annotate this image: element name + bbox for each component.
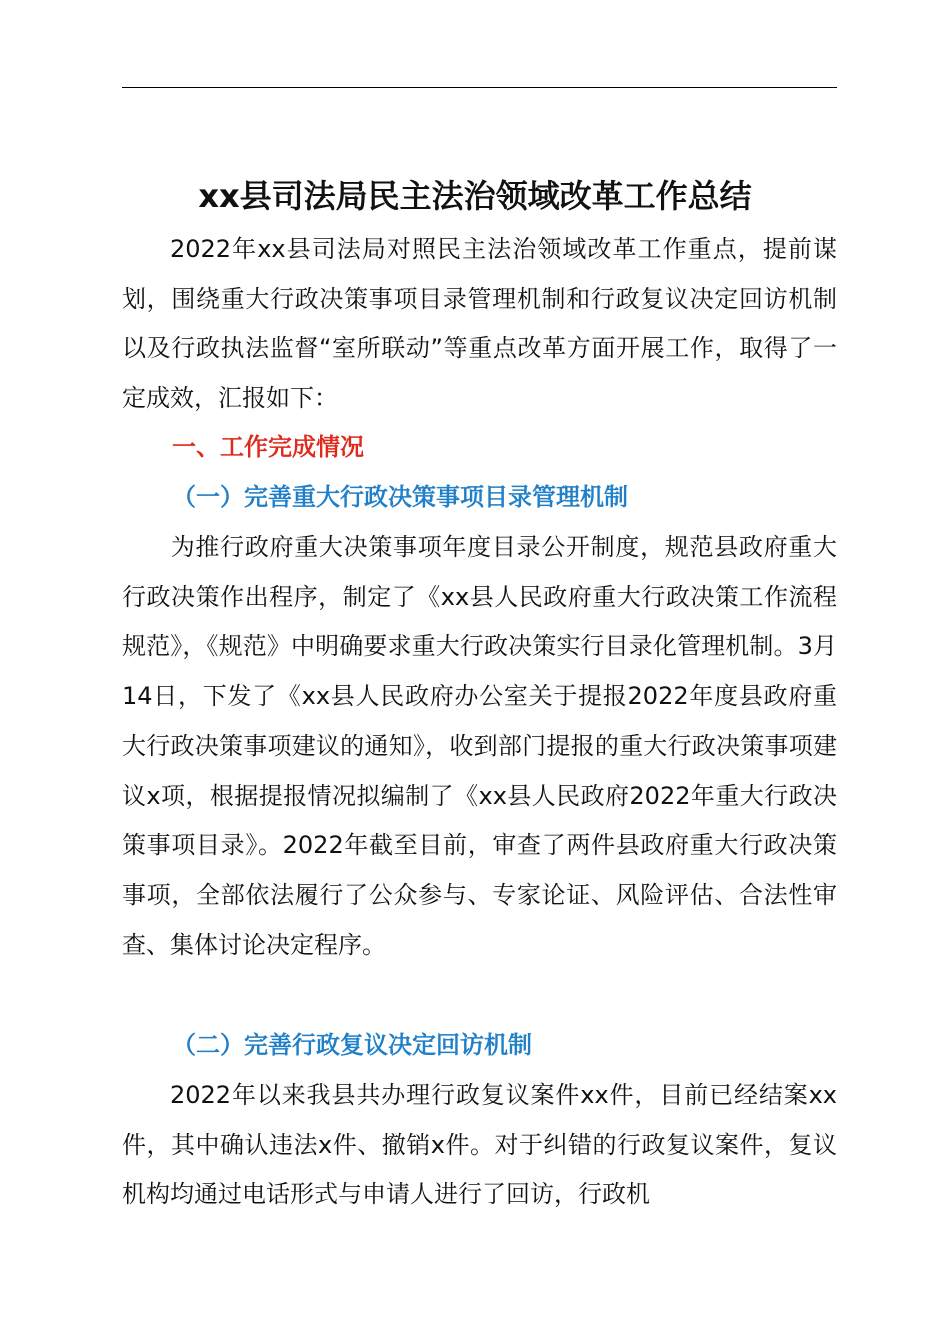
intro-text: 2022年xx县司法局对照民主法治领域改革工作重点，提前谋划，围绕重大行政决策事项目录管理机制和行政复议决定回访机制以及行政执法监督“室所联动”等重点改革方面开展工作，取得了一定成效，汇报如下：	[122, 235, 837, 413]
subsection1-paragraph	[122, 523, 837, 970]
section-heading-work-status: 一、工作完成情况	[172, 433, 364, 461]
subsection-heading-decision-catalog: （一）完善重大行政决策事项目录管理机制	[172, 483, 628, 511]
document-title: xx县司法局民主法治领域改革工作总结	[198, 177, 752, 216]
subsection2-paragraph	[122, 1071, 837, 1220]
intro-paragraph	[122, 225, 837, 424]
subsection1-text: 为推行政府重大决策事项年度目录公开制度，规范县政府重大行政决策作出程序，制定了《xx县人民政府重大行政决策工作流程规范》，《规范》中明确要求重大行政决策实行目录化管理机制。3月14日，下发了《xx县人民政府办公室关于提报2022年度县政府重大行政决策事项建议的通知》，收到部门提报的重大行政决策事项建议x项，根据提报情况拟编制了《xx县人民政府2022年重大行政决策事项目录》。2022年截至目前，审查了两件县政府重大行政决策事项，全部依法履行了公众参与、专家论证、风险评估、合法性审查、集体讨论决定程序。	[122, 533, 837, 959]
header-rule	[122, 87, 837, 88]
subsection2-text: 2022年以来我县共办理行政复议案件xx件，目前已经结案xx件，其中确认违法x件、撤销x件。对于纠错的行政复议案件，复议机构均通过电话形式与申请人进行了回访，行政机	[122, 1081, 837, 1209]
subsection-heading-reconsideration-followup: （二）完善行政复议决定回访机制	[172, 1031, 532, 1059]
